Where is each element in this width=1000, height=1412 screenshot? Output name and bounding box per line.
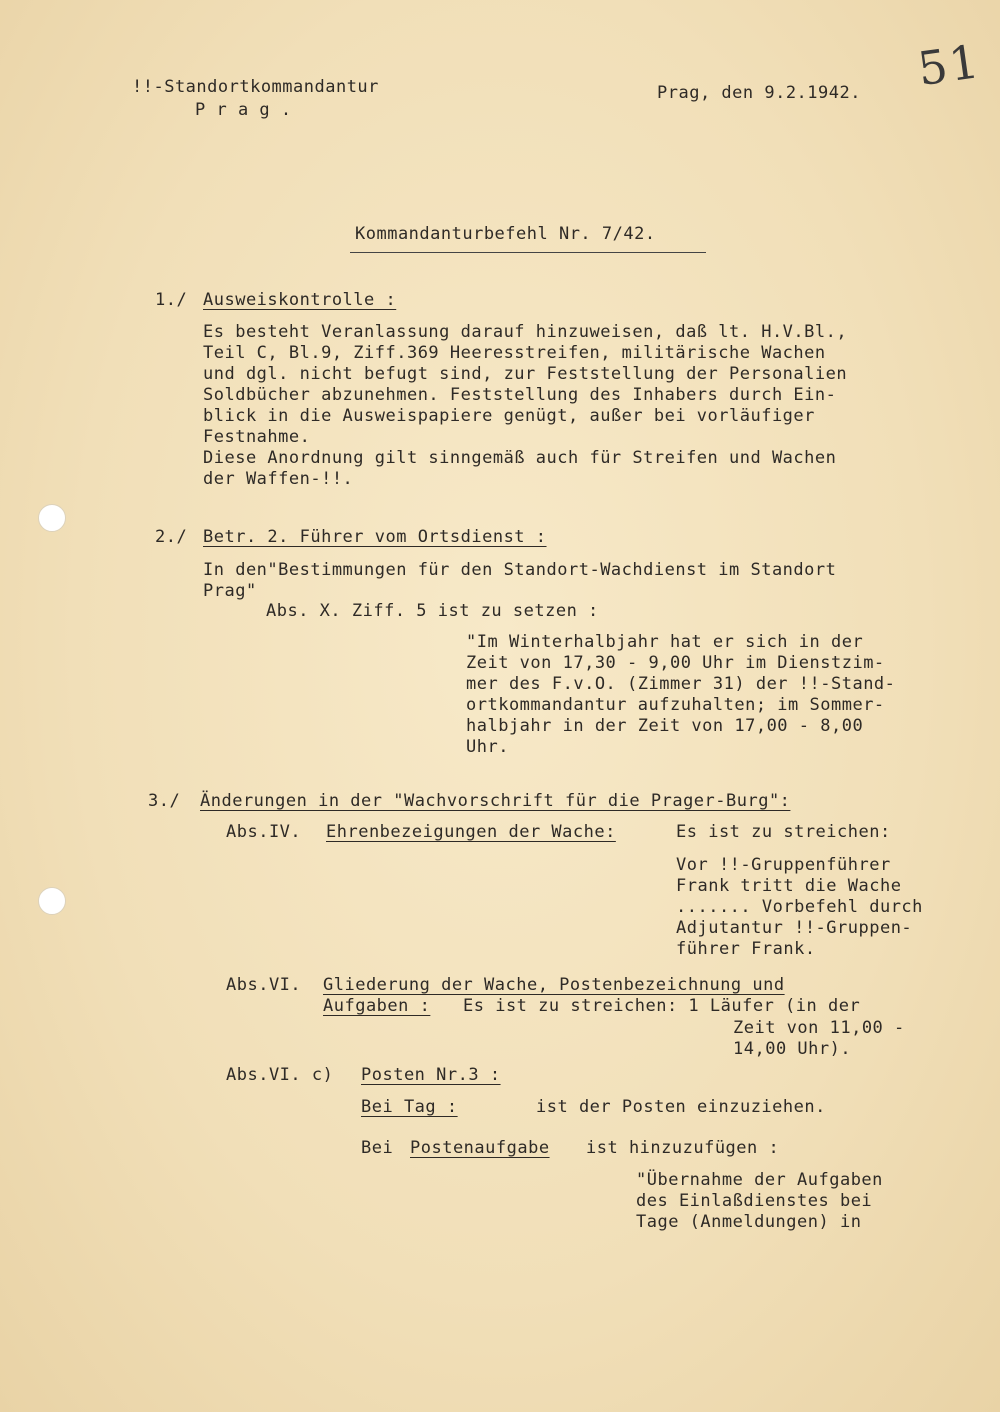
- section3-c-quote-line: des Einlaßdienstes bei: [636, 1191, 873, 1211]
- section3-a-label: Abs.IV.: [226, 822, 302, 842]
- section3-b-label: Abs.VI.: [226, 975, 302, 995]
- section3-b-heading-2: Aufgaben :: [323, 996, 431, 1016]
- section1-line: Festnahme.: [203, 427, 311, 447]
- punch-hole-top: [38, 504, 66, 532]
- section3-a-rest: Es ist zu streichen:: [676, 822, 891, 842]
- section2-quote-line: Uhr.: [466, 737, 509, 757]
- document-title: Kommandanturbefehl Nr. 7/42.: [355, 224, 656, 244]
- punch-hole-bottom: [38, 887, 66, 915]
- section3-c-quote-line: "Übernahme der Aufgaben: [636, 1170, 883, 1190]
- section1-line: und dgl. nicht befugt sind, zur Feststellung der Personalien: [203, 364, 848, 384]
- section2-quote-line: Zeit von 17,30 - 9,00 Uhr im Dienstzim-: [466, 653, 885, 673]
- date-line: Prag, den 9.2.1942.: [657, 83, 861, 103]
- title-underline: [350, 252, 706, 253]
- section2-heading: Betr. 2. Führer vom Ortsdienst :: [203, 527, 547, 547]
- section1-line: Soldbücher abzunehmen. Feststellung des Inhabers durch Ein-: [203, 385, 837, 405]
- section1-line: Diese Anordnung gilt sinngemäß auch für Streifen und Wachen: [203, 448, 837, 468]
- section3-a-line: Vor !!-Gruppenführer: [676, 855, 891, 875]
- section2-line: Prag": [203, 581, 257, 601]
- section3-b-rest: Es ist zu streichen: 1 Läufer (in der: [463, 996, 861, 1016]
- section1-line: blick in die Ausweispapiere genügt, außer bei vorläufiger: [203, 406, 815, 426]
- section3-a-line: Adjutantur !!-Gruppen-: [676, 918, 913, 938]
- section3-b-heading-1: Gliederung der Wache, Postenbezeichnung und: [323, 975, 785, 995]
- section3-a-heading: Ehrenbezeigungen der Wache:: [326, 822, 616, 842]
- section3-b-line: Zeit von 11,00 -: [733, 1018, 905, 1038]
- section3-c-quote-line: Tage (Anmeldungen) in: [636, 1212, 862, 1232]
- section3-a-line: Frank tritt die Wache: [676, 876, 902, 896]
- section3-c-postenaufgabe: Postenaufgabe: [410, 1138, 550, 1158]
- section3-heading: Änderungen in der "Wachvorschrift für die Prager-Burg":: [200, 791, 791, 811]
- section1-line: Es besteht Veranlassung darauf hinzuweisen, daß lt. H.V.Bl.,: [203, 322, 848, 342]
- section1-number: 1./: [155, 290, 188, 310]
- section3-c-heading: Posten Nr.3 :: [361, 1065, 501, 1085]
- office-line-1: !!-Standortkommandantur: [132, 77, 379, 97]
- section2-abs: Abs. X. Ziff. 5 ist zu setzen :: [266, 601, 599, 621]
- section1-heading: Ausweiskontrolle :: [203, 290, 397, 310]
- section3-c-bei: Bei: [361, 1138, 394, 1158]
- section1-line: der Waffen-!!.: [203, 469, 354, 489]
- office-line-2: P r a g .: [195, 100, 292, 120]
- section3-a-line: ....... Vorbefehl durch: [676, 897, 923, 917]
- page-number: 51: [914, 33, 985, 97]
- section3-c-day-label: Bei Tag :: [361, 1097, 458, 1117]
- section3-c-add: ist hinzuzufügen :: [586, 1138, 780, 1158]
- section2-quote-line: halbjahr in der Zeit von 17,00 - 8,00: [466, 716, 864, 736]
- section1-line: Teil C, Bl.9, Ziff.369 Heeresstreifen, militärische Wachen: [203, 343, 826, 363]
- section2-quote-line: ortkommandantur aufzuhalten; im Sommer-: [466, 695, 885, 715]
- section3-a-line: führer Frank.: [676, 939, 816, 959]
- section2-number: 2./: [155, 527, 188, 547]
- section2-line: In den"Bestimmungen für den Standort-Wachdienst im Standort: [203, 560, 837, 580]
- section3-c-day-text: ist der Posten einzuziehen.: [536, 1097, 826, 1117]
- section3-c-label: Abs.VI. c): [226, 1065, 334, 1085]
- section2-quote-line: "Im Winterhalbjahr hat er sich in der: [466, 632, 864, 652]
- section3-number: 3./: [148, 791, 181, 811]
- section2-quote-line: mer des F.v.O. (Zimmer 31) der !!-Stand-: [466, 674, 896, 694]
- section3-b-line: 14,00 Uhr).: [733, 1039, 852, 1059]
